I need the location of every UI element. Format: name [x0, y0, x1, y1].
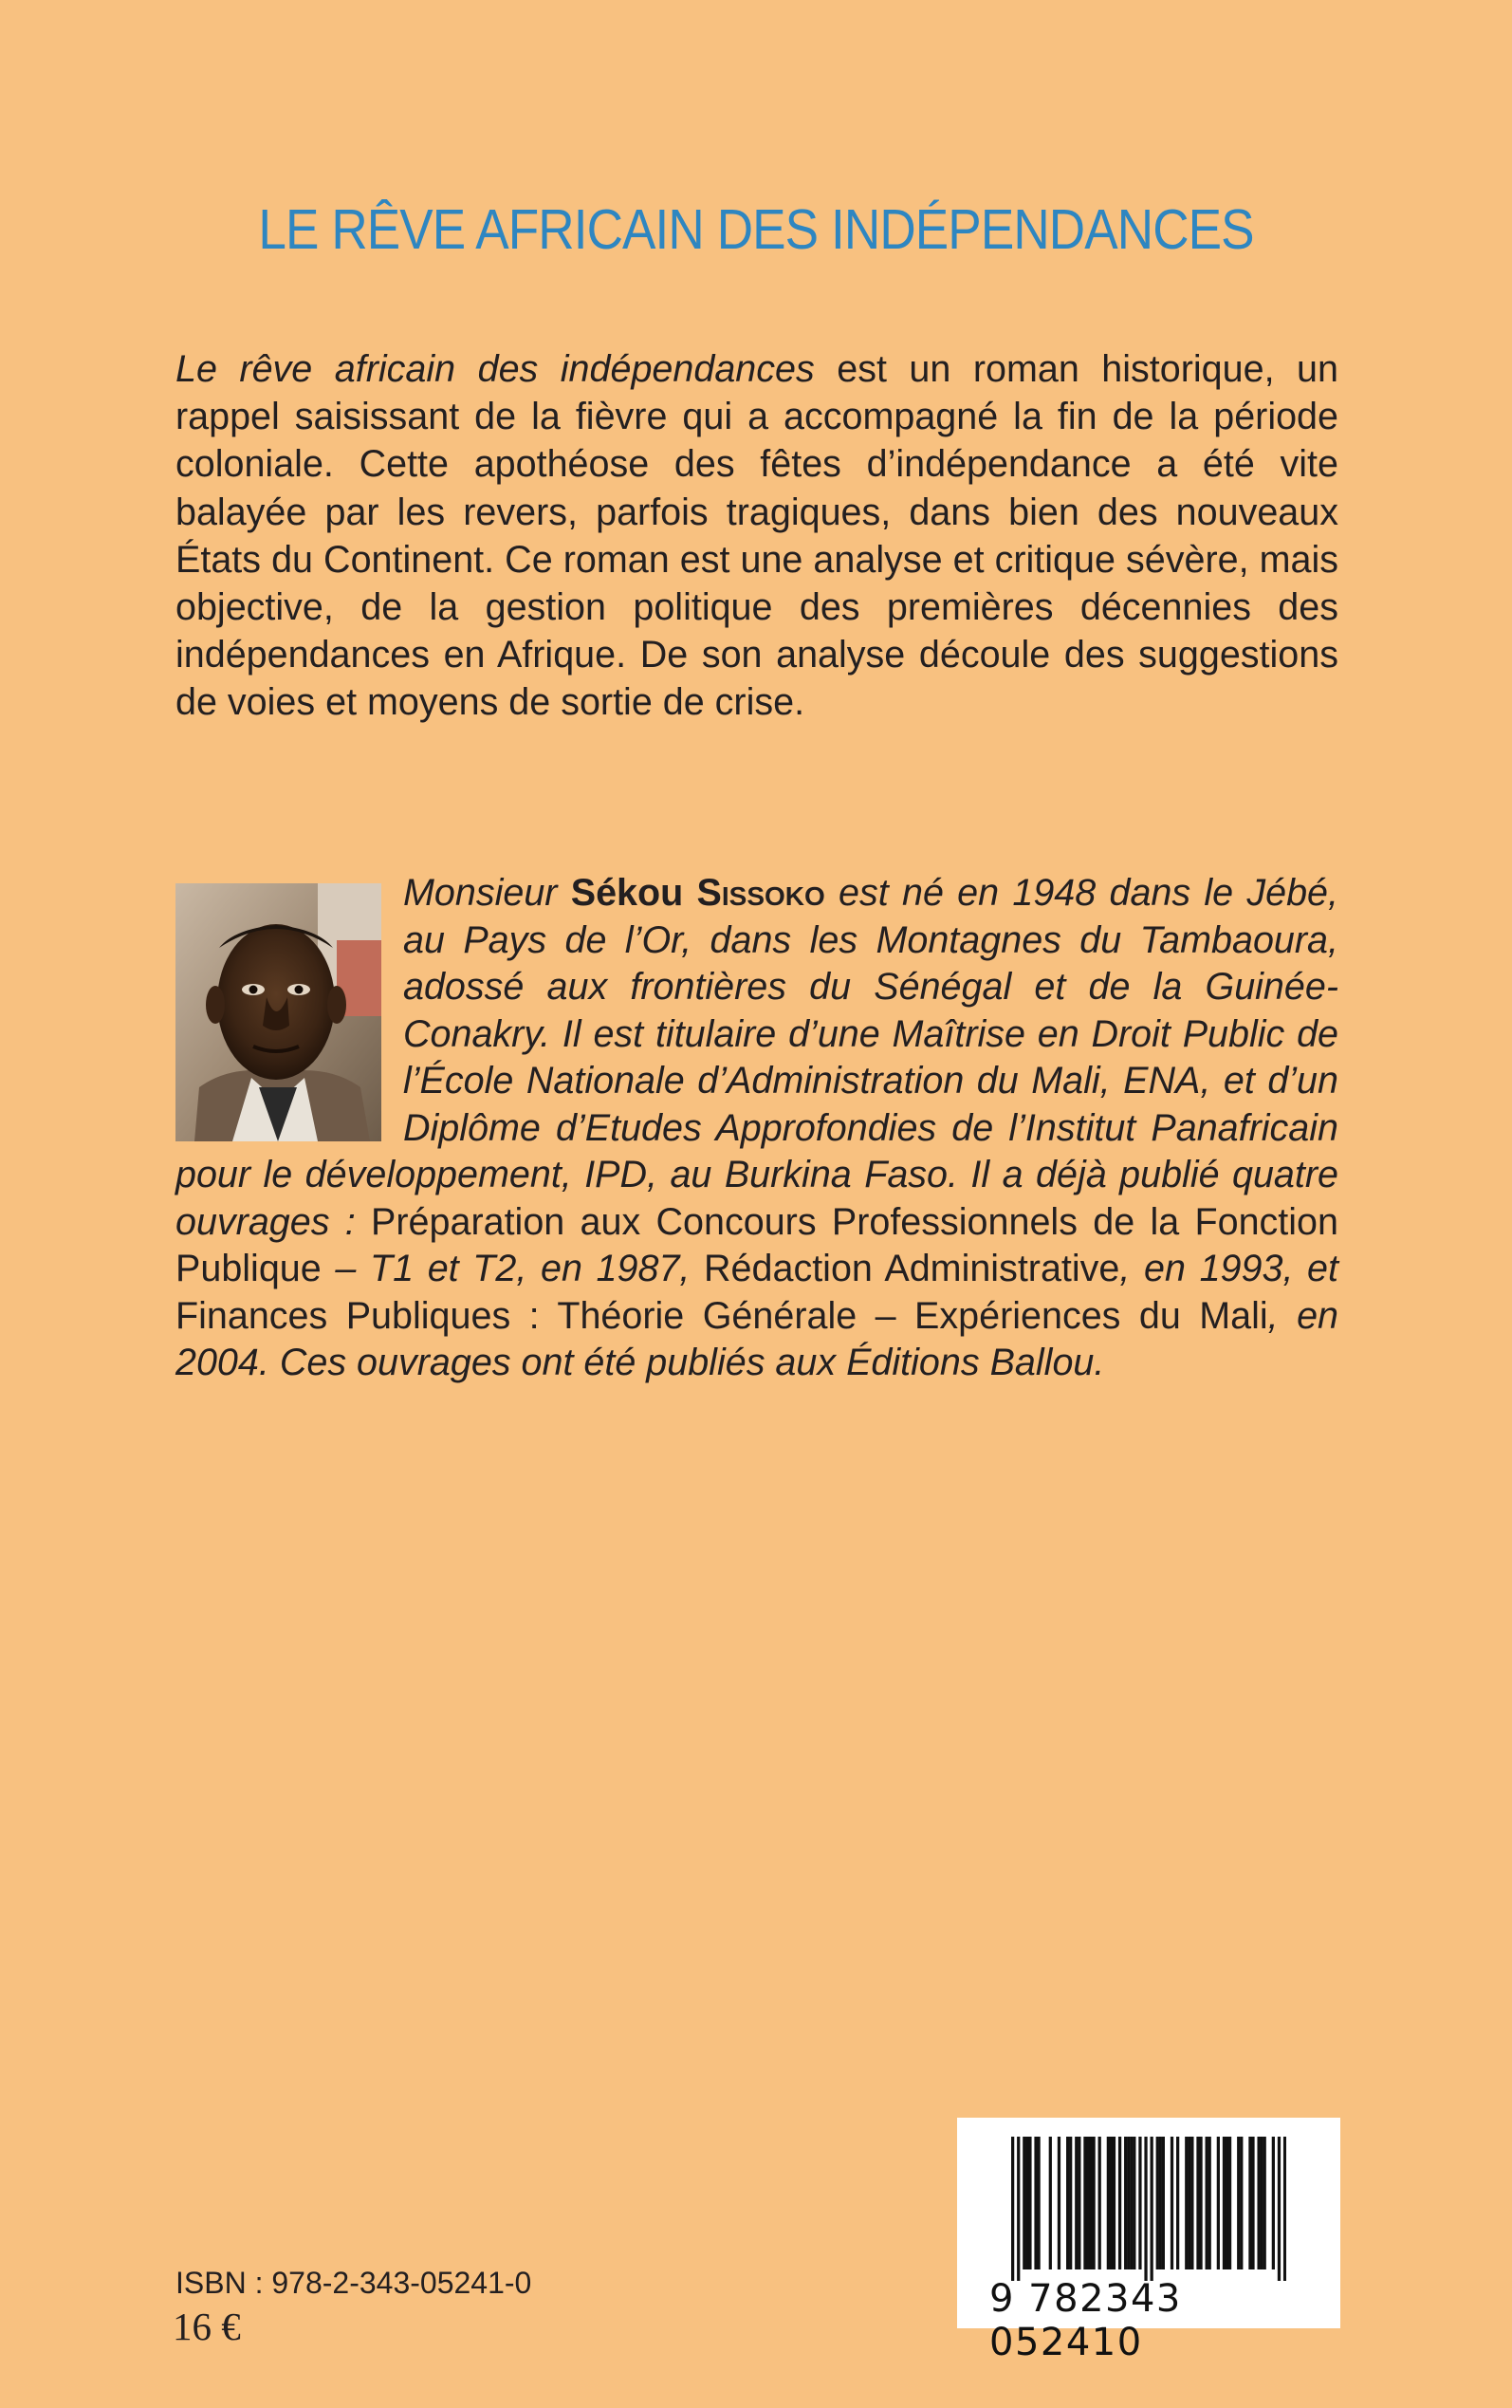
- isbn: ISBN : 978-2-343-05241-0: [175, 2266, 532, 2300]
- barcode-bar: [1025, 2137, 1028, 2269]
- barcode-bar: [1118, 2137, 1121, 2269]
- barcode-bar: [1156, 2137, 1159, 2269]
- barcode-bar: [1086, 2137, 1089, 2269]
- barcode-bar: [1092, 2137, 1095, 2269]
- barcode-bar: [1107, 2137, 1110, 2269]
- barcode-bar: [1208, 2137, 1211, 2269]
- barcode-bar: [1124, 2137, 1127, 2269]
- barcode-bar: [1228, 2137, 1231, 2269]
- barcode-bar: [1237, 2137, 1240, 2269]
- bio-text: est né en 1948 dans le Jébé, au Pays de l’Or, dans les Montagnes du Tambaoura, adossé aux frontières du Sénégal et de la Guinée- Conakry. Il est titulaire d’une Maîtrise en Droit Public de l’École Nationale d’Administration du Mali, ENA, et d’un Diplôme d’Etudes Approfondies de l’Institut Panafricain pour le développement, IPD, au Burkina Faso. Il a déjà publié quatre ouvrages :: [175, 872, 1338, 1243]
- book-preparation: Préparation aux Concours Professionnels de la Fonction Publique: [175, 1200, 1338, 1289]
- bio-text: Monsieur: [403, 872, 571, 914]
- barcode-bar: [1144, 2137, 1147, 2281]
- barcode-bar: [1138, 2137, 1141, 2269]
- book-blurb: [175, 345, 1338, 727]
- barcode-bar: [1098, 2137, 1101, 2269]
- barcode-bar: [1223, 2137, 1226, 2269]
- barcode-bar: [1089, 2137, 1092, 2269]
- barcode-bar: [1083, 2137, 1086, 2269]
- barcode-bar: [1069, 2137, 1072, 2269]
- barcode-bar: [1217, 2137, 1220, 2269]
- barcode-bar: [1248, 2137, 1251, 2269]
- barcode-bar: [1171, 2137, 1173, 2269]
- barcode-bar: [1151, 2137, 1153, 2281]
- barcode-bar: [1023, 2137, 1025, 2269]
- barcode-bar: [1176, 2137, 1179, 2269]
- barcode-bars: [1011, 2137, 1286, 2281]
- bio-text: , en 1993, et: [1119, 1248, 1338, 1289]
- barcode-bar: [1011, 2137, 1014, 2281]
- barcode-bar: [1066, 2137, 1069, 2269]
- barcode-bar: [1049, 2137, 1052, 2269]
- author-first-name: Sékou: [570, 872, 697, 914]
- barcode-bar: [1240, 2137, 1243, 2269]
- barcode-bar: [1075, 2137, 1078, 2269]
- barcode-bar: [1251, 2137, 1254, 2269]
- barcode-bar: [1263, 2137, 1266, 2269]
- photo-wrap-spacer: [175, 870, 403, 1149]
- barcode-bar: [1034, 2137, 1037, 2269]
- barcode-bar: [1185, 2137, 1188, 2269]
- barcode-bar: [1078, 2137, 1080, 2269]
- barcode-bar: [1028, 2137, 1031, 2269]
- barcode-bar: [1190, 2137, 1193, 2269]
- author-bio: [175, 870, 1338, 1387]
- barcode-bar: [1206, 2137, 1208, 2269]
- barcode-bar: [1257, 2137, 1260, 2269]
- barcode-bar: [1283, 2137, 1286, 2281]
- barcode-bar: [1261, 2137, 1263, 2269]
- barcode-bar: [1130, 2137, 1133, 2269]
- barcode-bar: [1113, 2137, 1116, 2269]
- price: 16 €: [173, 2305, 241, 2348]
- book-title: LE RÊVE AFRICAIN DES INDÉPENDANCES: [258, 197, 1254, 261]
- barcode-bar: [1188, 2137, 1190, 2269]
- bio-text: , en 2004. Ces ouvrages ont été publiés aux Éditions Ballou.: [175, 1294, 1339, 1383]
- barcode-bar: [1110, 2137, 1113, 2269]
- book-finances: Finances Publiques : Théorie Générale – Expériences du Mali: [175, 1294, 1268, 1337]
- barcode-bar: [1226, 2137, 1228, 2269]
- blurb-lead-title: Le rêve africain des indépendances: [175, 348, 815, 390]
- barcode-bar: [1272, 2137, 1275, 2269]
- barcode-bar: [1199, 2137, 1202, 2269]
- bio-text: – T1 et T2, en 1987,: [321, 1248, 705, 1289]
- blurb-text: est un roman historique, un rappel saisissant de la fièvre qui a accompagné la fin de la période coloniale. Cette apothéose des fêtes d’indépendance a été vite balayée par les revers, parfois tragiques, dans bien des nouveaux États du Continent. Ce roman est une analyse et critique sévère, mais objective, de la gestion politique des premières décennies des indépendances en Afrique. De son analyse découle des suggestions de voies et moyens de sortie de crise.: [175, 348, 1338, 724]
- barcode-bar: [1278, 2137, 1281, 2281]
- barcode-bar: [1037, 2137, 1040, 2269]
- barcode-bar: [1159, 2137, 1162, 2269]
- barcode-bar: [1017, 2137, 1020, 2281]
- barcode-bar: [1162, 2137, 1165, 2269]
- author-last-name: Sissoko: [696, 872, 825, 914]
- barcode-bar: [1133, 2137, 1135, 2269]
- barcode: [957, 2118, 1340, 2364]
- book-redaction: Rédaction Administrative: [704, 1248, 1120, 1289]
- barcode-bar: [1196, 2137, 1199, 2269]
- barcode-bar: [1127, 2137, 1130, 2269]
- barcode-bar: [1058, 2137, 1060, 2269]
- barcode-digits: 9 782343 052410: [989, 2277, 1182, 2364]
